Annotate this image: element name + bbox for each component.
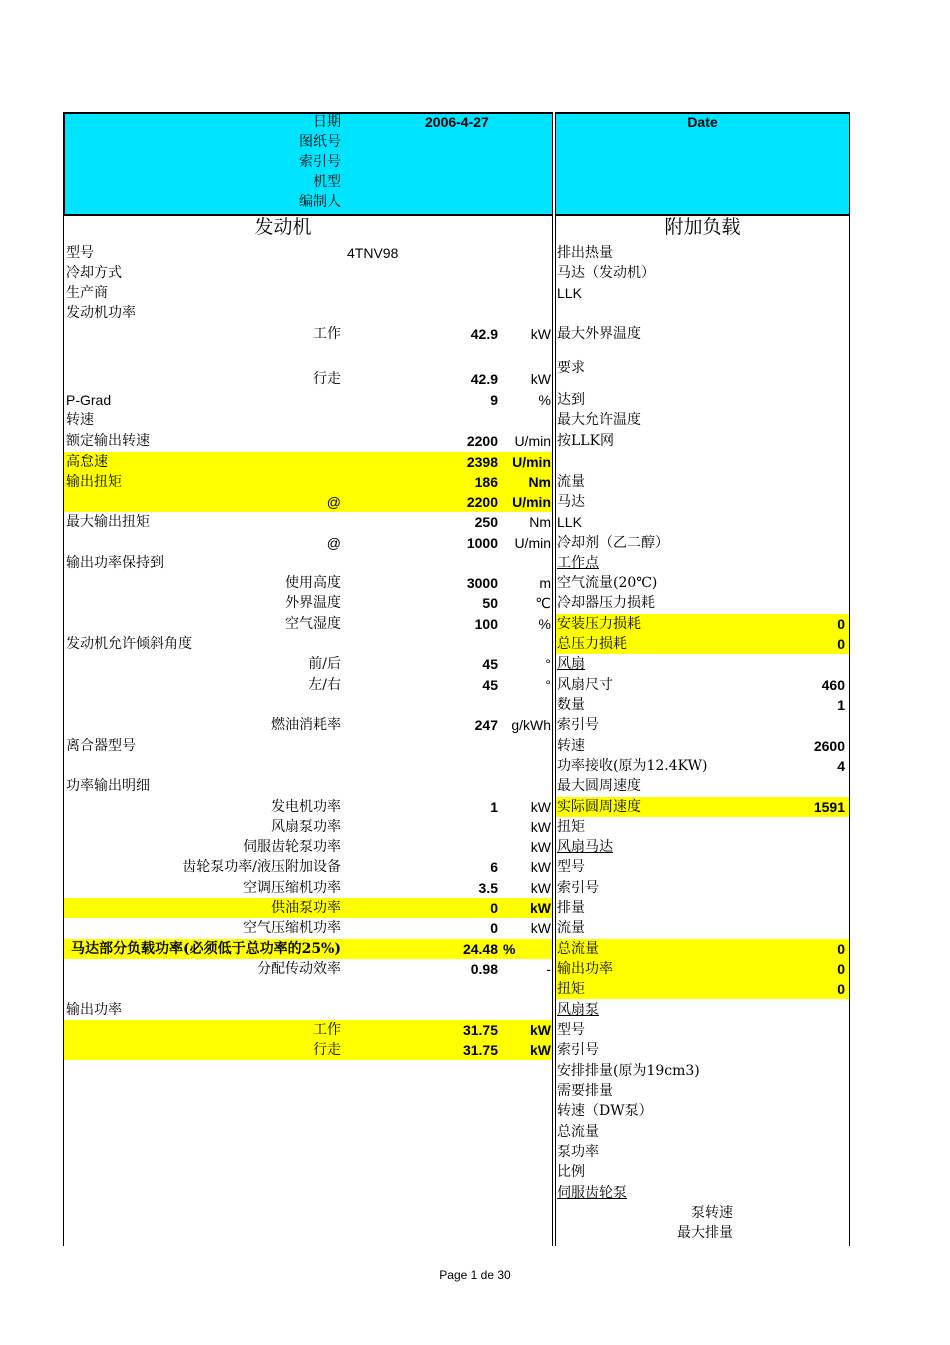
- llk-label-2: LLK: [557, 514, 582, 530]
- actual-tip-speed-value: 1591: [813, 799, 845, 815]
- engine-model-value: 4TNV98: [347, 245, 399, 261]
- altitude-label: 使用高度: [285, 575, 341, 591]
- travel-power-value: 42.9: [470, 371, 498, 387]
- ext-temp-value: 50: [482, 595, 498, 611]
- engine-power-label: 发动机功率: [66, 305, 136, 321]
- require-label: 要求: [557, 360, 585, 376]
- air-compressor-unit: kW: [530, 920, 551, 936]
- pgrad-value: 9: [490, 392, 498, 408]
- travel-power-label: 行走: [313, 371, 341, 387]
- column-divider: [552, 112, 556, 1246]
- max-torque-label: 最大输出扭矩: [66, 514, 150, 530]
- fan-motor-index-label: 索引号: [557, 880, 599, 896]
- fuel-value: 247: [474, 717, 498, 733]
- keep-power-label: 输出功率保持到: [66, 555, 164, 571]
- dw-speed-label: 转速（DW泵）: [557, 1103, 653, 1119]
- fan-size-label: 风扇尺寸: [557, 677, 613, 693]
- pgrad-label: P-Grad: [66, 392, 112, 408]
- max-tip-speed-label: 最大圆周速度: [557, 778, 641, 794]
- load-section-title: 附加负载: [664, 216, 741, 238]
- work-power-label: 工作: [313, 326, 341, 342]
- model-label: 机型: [313, 174, 341, 190]
- left-right-label: 左/右: [308, 677, 341, 693]
- fan-motor-flow-label: 流量: [557, 920, 585, 936]
- out-work-unit: kW: [530, 1022, 551, 1038]
- llk-label: LLK: [557, 285, 582, 301]
- engine-model-label: 型号: [66, 245, 94, 261]
- rated-speed-label: 额定输出转速: [66, 433, 150, 449]
- max-disp-label: 最大排量: [677, 1225, 733, 1241]
- gear-pump-label: 齿轮泵功率/液压附加设备: [182, 859, 341, 875]
- fan-label: 风扇: [557, 656, 585, 672]
- coolant-label: 冷却剂（乙二醇）: [557, 535, 669, 551]
- speed-label: 转速: [66, 412, 94, 428]
- needed-disp-label: 需要排量: [557, 1083, 613, 1099]
- fan-torque-label: 扭矩: [557, 819, 585, 835]
- max-torque-at-unit: U/min: [514, 535, 551, 551]
- generator-value: 1: [490, 799, 498, 815]
- fuel-unit: g/kWh: [511, 717, 551, 733]
- ac-compressor-unit: kW: [530, 880, 551, 896]
- install-loss-value: 0: [837, 616, 845, 632]
- motor-engine-label: 马达（发动机）: [557, 265, 655, 281]
- fan-speed-label: 转速: [557, 738, 585, 754]
- altitude-unit: m: [539, 575, 551, 591]
- max-ext-temp-label: 最大外界温度: [557, 326, 641, 342]
- humidity-unit: %: [538, 616, 551, 632]
- fan-pump-power-label: 风扇泵功率: [271, 819, 341, 835]
- travel-power-unit: kW: [530, 371, 551, 387]
- pgrad-unit: %: [538, 392, 551, 408]
- work-power-unit: kW: [530, 326, 551, 342]
- fan-pump-index-label: 索引号: [557, 1042, 599, 1058]
- efficiency-label: 分配传动效率: [257, 961, 341, 977]
- date-value: 2006-4-27: [425, 114, 489, 130]
- fan-pump-power-unit: kW: [530, 819, 551, 835]
- motor-load-label: 马达部分负载功率(必须低于总功率的25%): [70, 941, 341, 957]
- out-travel-value: 31.75: [462, 1042, 498, 1058]
- qty-value: 1: [837, 697, 845, 713]
- maker-label: 生产商: [66, 285, 108, 301]
- total-flow-value: 0: [837, 941, 845, 957]
- reach-label: 达到: [557, 392, 585, 408]
- fan-pump-total-flow-label: 总流量: [557, 1124, 599, 1140]
- generator-label: 发电机功率: [271, 799, 341, 815]
- oil-pump-label: 供油泵功率: [271, 900, 341, 916]
- fan-motor-label: 风扇马达: [557, 839, 613, 855]
- torque-at-value: 2200: [466, 494, 498, 510]
- total-loss-value: 0: [837, 636, 845, 652]
- out-work-label: 工作: [313, 1022, 341, 1038]
- fan-pump-type-label: 型号: [557, 1022, 585, 1038]
- altitude-value: 3000: [466, 575, 498, 591]
- fan-motor-out-power-label: 输出功率: [557, 961, 613, 977]
- max-torque-unit: Nm: [529, 514, 551, 530]
- install-loss-label: 安装压力损耗: [557, 616, 641, 632]
- front-back-unit: °: [545, 656, 551, 672]
- by-llk-label: 按LLK网: [557, 433, 615, 449]
- fan-speed-value: 2600: [813, 738, 845, 754]
- humidity-label: 空气湿度: [285, 616, 341, 632]
- servo-gear-pump-label: 伺服齿轮泵: [557, 1185, 627, 1201]
- power-recv-label: 功率接收(原为12.4KW): [557, 758, 708, 774]
- actual-tip-speed-label: 实际圆周速度: [557, 799, 641, 815]
- fuel-label: 燃油消耗率: [271, 717, 341, 733]
- max-torque-value: 250: [474, 514, 498, 530]
- humidity-value: 100: [474, 616, 498, 632]
- oil-pump-value: 0: [490, 900, 498, 916]
- fan-size-value: 460: [821, 677, 845, 693]
- power-recv-value: 4: [837, 758, 845, 774]
- efficiency-value: 0.98: [470, 961, 498, 977]
- pump-power-label: 泵功率: [557, 1144, 599, 1160]
- idle-unit: U/min: [512, 454, 551, 470]
- out-travel-unit: kW: [530, 1042, 551, 1058]
- drawing-label: 图纸号: [299, 134, 341, 150]
- motor-label: 马达: [557, 494, 585, 510]
- gear-pump-value: 6: [490, 859, 498, 875]
- rated-speed-unit: U/min: [514, 433, 551, 449]
- ac-compressor-label: 空调压缩机功率: [243, 880, 341, 896]
- efficiency-unit: -: [546, 961, 551, 977]
- fan-motor-out-power-value: 0: [837, 961, 845, 977]
- left-right-value: 45: [482, 677, 498, 693]
- author-label: 编制人: [299, 194, 341, 210]
- oil-pump-unit: kW: [530, 900, 551, 916]
- front-back-label: 前/后: [308, 656, 341, 672]
- max-torque-at-value: 1000: [466, 535, 498, 551]
- clutch-label: 离合器型号: [66, 738, 136, 754]
- motor-load-unit: %: [503, 941, 516, 957]
- servo-pump-power-label: 伺服齿轮泵功率: [243, 839, 341, 855]
- heat-label: 排出热量: [557, 245, 613, 261]
- fan-pump-label: 风扇泵: [557, 1002, 599, 1018]
- work-power-value: 42.9: [470, 326, 498, 342]
- fan-motor-type-label: 型号: [557, 859, 585, 875]
- generator-unit: kW: [530, 799, 551, 815]
- out-work-value: 31.75: [462, 1022, 498, 1038]
- left-right-unit: °: [545, 677, 551, 693]
- date-right-title: Date: [687, 114, 718, 130]
- idle-value: 2398: [466, 454, 498, 470]
- air-compressor-value: 0: [490, 920, 498, 936]
- tilt-label: 发动机允许倾斜角度: [66, 636, 192, 652]
- page-footer: Page 1 de 30: [439, 1268, 511, 1282]
- fan-motor-torque-label: 扭矩: [557, 981, 585, 997]
- output-power-label: 输出功率: [66, 1002, 122, 1018]
- torque-unit: Nm: [528, 474, 551, 490]
- ext-temp-unit: ℃: [535, 595, 551, 611]
- pump-speed-label: 泵转速: [691, 1205, 733, 1221]
- total-loss-label: 总压力损耗: [557, 636, 627, 652]
- ac-compressor-value: 3.5: [478, 880, 498, 896]
- cooler-loss-label: 冷却器压力损耗: [557, 595, 655, 611]
- power-detail-label: 功率输出明细: [66, 778, 150, 794]
- out-travel-label: 行走: [313, 1042, 341, 1058]
- arranged-disp-label: 安排排量(原为19cm3): [557, 1063, 700, 1079]
- ratio-label: 比例: [557, 1164, 585, 1180]
- cooling-label: 冷却方式: [66, 265, 122, 281]
- workpoint-label: 工作点: [557, 555, 599, 571]
- torque-label: 输出扭矩: [66, 474, 122, 490]
- ext-temp-label: 外界温度: [285, 595, 341, 611]
- max-allow-temp-label: 最大允许温度: [557, 412, 641, 428]
- air-compressor-label: 空气压缩机功率: [243, 920, 341, 936]
- displacement-label: 排量: [557, 900, 585, 916]
- total-flow-label: 总流量: [557, 941, 599, 957]
- qty-label: 数量: [557, 697, 585, 713]
- airflow-label: 空气流量(20℃): [557, 575, 658, 591]
- idle-label: 高怠速: [66, 454, 108, 470]
- fan-index-label: 索引号: [557, 717, 599, 733]
- servo-pump-power-unit: kW: [530, 839, 551, 855]
- torque-at-unit: U/min: [512, 494, 551, 510]
- max-torque-at-label: @: [326, 535, 341, 551]
- fan-motor-torque-value: 0: [837, 981, 845, 997]
- spreadsheet-page: [63, 112, 850, 1246]
- engine-section-title: 发动机: [254, 216, 312, 238]
- flow-label: 流量: [557, 474, 585, 490]
- motor-load-value: 24.48: [462, 941, 498, 957]
- front-back-value: 45: [482, 656, 498, 672]
- torque-value: 186: [474, 474, 498, 490]
- gear-pump-unit: kW: [530, 859, 551, 875]
- torque-at-label: @: [326, 494, 341, 510]
- index-label: 索引号: [299, 154, 341, 170]
- rated-speed-value: 2200: [466, 433, 498, 449]
- date-label: 日期: [313, 114, 341, 130]
- right-border: [849, 112, 850, 1246]
